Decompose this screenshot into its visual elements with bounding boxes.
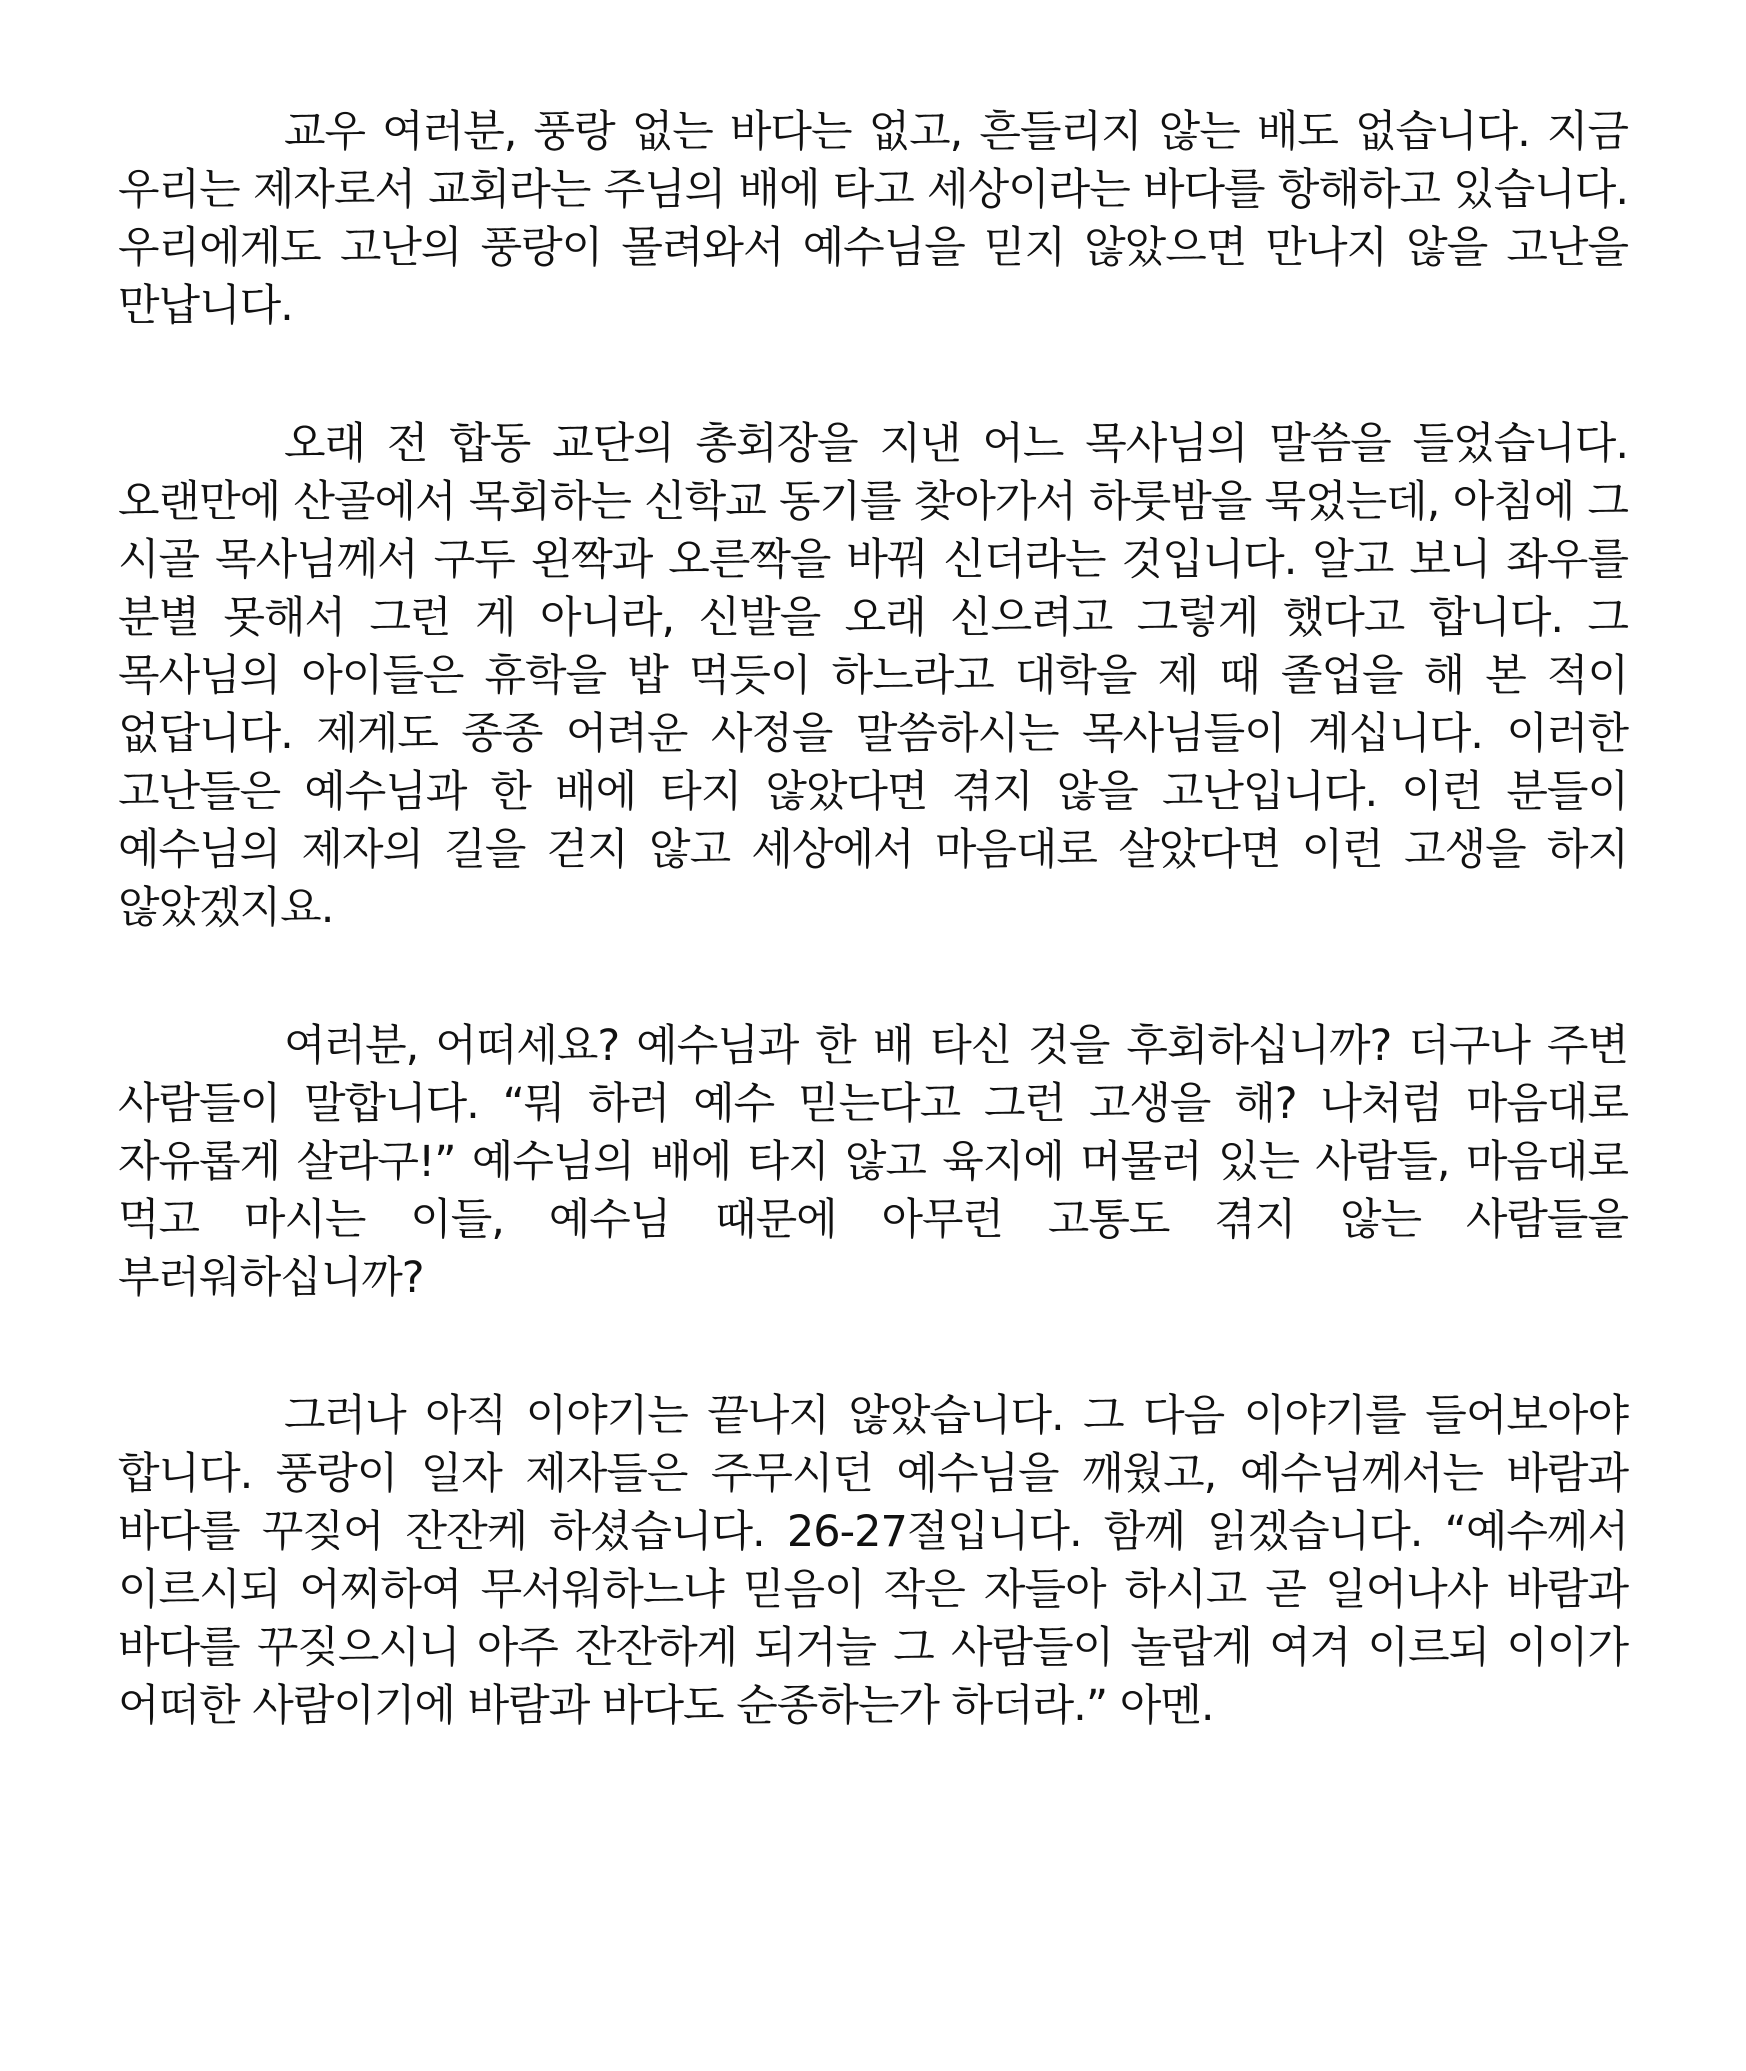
paragraph-2: 오래 전 합동 교단의 총회장을 지낸 어느 목사님의 말씀을 들었습니다. 오랜만에 산골에서 목회하는 신학교 동기를 찾아가서 하룻밤을 묵었는데, 아침에 그 시골 목사님께서 구두 왼짝과 오른짝을 바꿔 신더라는 것입니다. 알고 보니 좌우를 분별 못해서 그런 게 아니라, 신발을 오래 신으려고 그렇게 했다고 합니다. 그 목사님의 아이들은 휴학을 밥 먹듯이 하느라고 대학을 제 때 졸업을 해 본 적이 없답니다. 제게도 종종 어려운 사정을 말씀하시는 목사님들이 계십니다. 이러한 고난들은 예수님과 한 배에 타지 않았다면 겪지 않을 고난입니다. 이런 분들이 예수님의 제자의 길을 걷지 않고 세상에서 마음대로 살았다면 이런 고생을 하지 않았겠지요. [118, 419, 1628, 933]
sermon-text [118, 103, 1628, 1735]
paragraph-4: 그러나 아직 이야기는 끝나지 않았습니다. 그 다음 이야기를 들어보아야 합니다. 풍랑이 일자 제자들은 주무시던 예수님을 깨웠고, 예수님께서는 바람과 바다를 꾸짖어 잔잔케 하셨습니다. 26-27절입니다. 함께 읽겠습니다. “예수께서 이르시되 어찌하여 무서워하느냐 믿음이 작은 자들아 하시고 곧 일어나사 바람과 바다를 꾸짖으시니 아주 잔잔하게 되거늘 그 사람들이 놀랍게 여겨 이르되 이이가 어떠한 사람이기에 바람과 바다도 순종하는가 하더라.” 아멘. [118, 1391, 1628, 1731]
paragraph-1: 교우 여러분, 풍랑 없는 바다는 없고, 흔들리지 않는 배도 없습니다. 지금 우리는 제자로서 교회라는 주님의 배에 타고 세상이라는 바다를 항해하고 있습니다. 우리에게도 고난의 풍랑이 몰려와서 예수님을 믿지 않았으면 만나지 않을 고난을 만납니다. [118, 107, 1628, 331]
paragraph-3: 여러분, 어떠세요? 예수님과 한 배 타신 것을 후회하십니까? 더구나 주변 사람들이 말합니다. “뭐 하러 예수 믿는다고 그런 고생을 해? 나처럼 마음대로 자유롭게 살라구!” 예수님의 배에 타지 않고 육지에 머물러 있는 사람들, 마음대로 먹고 마시는 이들, 예수님 때문에 아무런 고통도 겪지 않는 사람들을 부러워하십니까? [118, 1021, 1628, 1303]
